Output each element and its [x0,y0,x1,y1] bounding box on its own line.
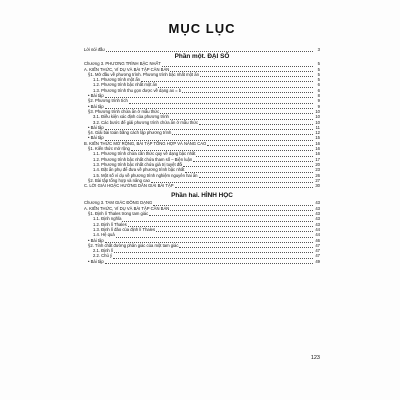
toc-entry-page: 5 [317,61,320,67]
leader-dots [106,48,313,53]
toc-entry-page: 9 [317,98,320,104]
toc-entry-text: §2. Tính chất đường phân giác của một tam giác [88,242,179,248]
toc-entry-text: 1.4. Hệ quả [93,232,115,238]
toc-list-algebra [84,61,320,188]
toc-entry-text: 1.3. Phương trình thu gọn được về dạng ax = b [93,87,182,93]
toc-entry-page: 5 [317,66,320,72]
toc-entry [84,248,320,253]
leader-dots [149,212,313,217]
toc-entry-page: 6 [317,87,320,93]
leader-dots [182,88,313,93]
leader-dots [183,163,313,168]
leader-dots [170,206,313,211]
leader-dots [153,201,313,206]
toc-entry-text: Chương 3. TAM GIÁC ĐỒNG DẠNG [84,200,153,206]
toc-entry-text: 1.5. Một số ví dụ về phương trình nghiệm nguyên hai ẩn [93,172,198,178]
toc-entry-intro [84,47,320,52]
leader-dots [141,78,313,83]
toc-entry-text: 1.2. Định lí Thales [93,221,127,227]
toc-entry-text: §2. Bài tập tổng hợp và nâng cao [88,177,150,183]
toc-entry-page: 43 [315,221,320,227]
leader-dots [114,249,313,254]
leader-dots [207,141,313,146]
toc-entry-text: A. KIẾN THỨC, VÍ DỤ VÀ BÀI TẬP CĂN BẢN [84,66,170,72]
toc-entry-page: 47 [315,248,320,254]
toc-entry-page: 15 [315,135,320,141]
leader-dots [128,222,313,227]
toc-entry-page: 43 [315,216,320,222]
toc-entry-text: 1.4. Đặt ẩn phụ để đưa về phương trình bậc nhất [93,167,185,173]
toc-entry-text: §1. Định lí Thales trong tam giác [88,211,149,217]
toc-entry-text: A. KIẾN THỨC, VÍ DỤ VÀ BÀI TẬP CĂN BẢN [84,205,170,211]
toc [84,47,320,264]
leader-dots [162,62,313,67]
toc-entry-text: 1.1. Phương trình một ẩn [93,77,140,83]
toc-entry-page: 16 [315,151,320,157]
toc-entry-text: 3.1. Điều kiện xác định của phương trình [93,114,169,120]
toc-entry-page: 12 [315,130,320,136]
toc-entry-page: 10 [315,119,320,125]
toc-entry-page: 46 [315,237,320,243]
toc-entry-text: • Bài tập [88,124,104,130]
toc-entry-page: 8 [317,93,320,99]
leader-dots [151,179,313,184]
toc-entry-page: 49 [315,258,320,264]
toc-entry-text: • Bài tập [88,258,104,264]
toc-entry [84,98,320,103]
toc-entry [84,259,320,264]
toc-entry-text: 2.1. Định lí [93,248,114,254]
toc-entry-page: 27 [315,177,320,183]
toc-entry-page: 20 [315,161,320,167]
toc-entry-text: Lời nói đầu [84,47,105,52]
toc-entry-page: 10 [315,114,320,120]
toc-entry-text: • Bài tập [88,135,104,141]
toc-entry-text: §2. Phương trình tích [88,98,128,104]
toc-entry [84,243,320,248]
leader-dots [158,83,313,88]
toc-entry-page: 47 [315,242,320,248]
leader-dots [160,110,313,115]
toc-entry-text: Chương 3. PHƯƠNG TRÌNH BẬC NHẤT [84,61,161,67]
toc-entry-page: 9 [317,103,320,109]
toc-entry-page: 30 [315,183,320,189]
toc-entry-text: 3.2. Các bước để giải phương trình chứa ẩn ở mẫu thức [93,119,199,125]
toc-entry [84,253,320,258]
leader-dots [185,168,313,173]
page-title: MỤC LỤC [168,21,236,36]
toc-entry-page: 43 [315,211,320,217]
toc-entry-page: 6 [317,82,320,88]
toc-entry-text: §1. Mở đầu về phương trình. Phương trình bậc nhất một ẩn [88,71,199,77]
toc-entry-text: 1.2. Phương trình bậc nhất chứa tham số – Biện luận [93,156,193,162]
toc-entry-text: §3. Phương trình chứa ẩn ở mẫu thức [88,108,160,114]
leader-dots [116,233,313,238]
toc-entry-text: 1.3. Định lí đảo của định lí Thales [93,226,156,232]
toc-entry [84,88,320,93]
toc-entry-page: 47 [315,253,320,259]
toc-entry-page: 44 [315,226,320,232]
part-heading-algebra: Phần một. ĐẠI SỐ [174,53,230,61]
toc-entry-text: 1.1. Định nghĩa [93,216,122,222]
toc-entry [84,227,320,232]
leader-dots [175,184,313,189]
toc-page [84,0,320,400]
leader-dots [122,217,313,222]
toc-entry-page: 3 [317,47,320,52]
leader-dots [199,120,313,125]
leader-dots [196,152,313,157]
toc-entry-page: 43 [315,200,320,206]
leader-dots [129,99,313,104]
toc-entry-text: 1.3. Phương trình bậc nhất chứa giá trị tuyệt đối [93,161,183,167]
toc-entry-text: • Bài tập [88,237,104,243]
toc-entry-page: 5 [317,71,320,77]
toc-entry-page: 11 [315,124,320,130]
toc-entry-page: 43 [315,205,320,211]
leader-dots [199,173,314,178]
toc-entry-text: • Bài tập [88,93,104,99]
toc-entry-page: 44 [315,232,320,238]
leader-dots [172,131,313,136]
leader-dots [105,259,313,264]
toc-entry-text: 1.2. Phương trình bậc nhất một ẩn [93,82,158,88]
toc-entry-page: 16 [315,140,320,146]
toc-entry [84,232,320,237]
toc-entry-page: 10 [315,108,320,114]
leader-dots [179,244,313,249]
toc-entry [84,120,320,125]
toc-entry-page: 17 [315,156,320,162]
part-heading-geometry: Phần hai. HÌNH HỌC [171,192,233,200]
toc-entry-text: • Bài tập [88,103,104,109]
toc-entry-page: 16 [315,146,320,152]
toc-entry-page: 26 [315,172,320,178]
page-number: 123 [310,355,320,361]
leader-dots [105,94,313,99]
leader-dots [200,73,313,78]
toc-entry-text: 1.1. Phương trình chứa cần thức quy về dạng bậc nhất [93,151,196,157]
toc-entry-page: 23 [315,167,320,173]
toc-entry [84,183,320,188]
toc-entry-text: C. LỜI GIẢI HOẶC HƯỚNG DẪN GIẢI BÀI TẬP [84,183,174,189]
leader-dots [193,157,313,162]
toc-entry-text: B. KIẾN THỨC MỞ RỘNG, BÀI TẬP TỔNG HỢP VÀ NÂNG CAO [84,140,207,146]
toc-entry-text: §4. Giải bài toán bằng cách lập phương trình [88,130,172,136]
toc-entry-text: §1. Kiến thức mở rộng [88,146,130,152]
leader-dots [156,228,313,233]
toc-list-geometry [84,200,320,264]
toc-entry-page: 5 [317,77,320,83]
toc-entry-text: 2.2. Chú ý [93,253,113,259]
leader-dots [113,254,313,259]
toc-entry [84,130,320,135]
